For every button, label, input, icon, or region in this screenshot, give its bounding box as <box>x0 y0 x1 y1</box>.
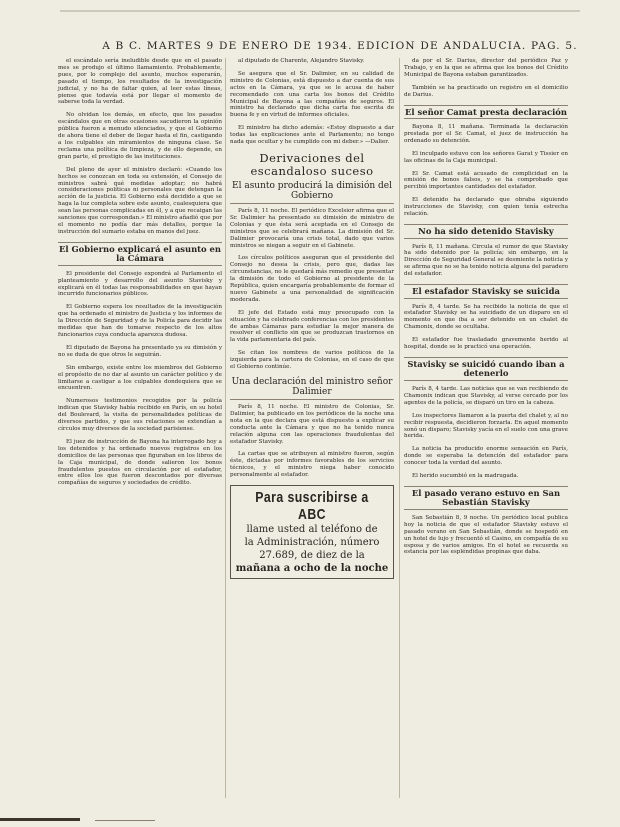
article-paragraph: No olvidan los demás, en efecto, que los pasados escándalos que en otras ocasiones sacudieron la opinión pública fueron a menudo silenciados, y que el Gobierno de ahora tiene el deber de llegar hasta el fin, castigando a los culpables sin miramientos de ninguna clase. Se reclama una política de limpieza, y de ello depende, en gran parte, el prestigio de las instituciones. <box>58 112 222 160</box>
section-heading: No ha sido detenido Stavisky <box>404 224 568 239</box>
column-rule <box>399 58 400 798</box>
article-paragraph: al diputado de Charente, Alejandro Stavisky. <box>238 58 365 64</box>
article-paragraph: Los inspectores llamaron a la puerta del chalet y, al no recibir respuesta, decidieron forzarla. En aquel momento sonó un disparo; Stavisky yacía en el suelo con una grave herida. <box>404 412 568 440</box>
article-paragraph: da por el Sr. Darius, director del periódico Paz y Trabajo, y en la que se afirma que los bonos del Crédito Municipal de Bayona estaban garantizados. <box>404 58 568 78</box>
ad-headline: Para suscribirse a ABC <box>255 489 369 524</box>
article-paragraph: El juez de instrucción de Bayona ha interrogado hoy a los detenidos y ha ordenado nuevos registros en los domicilios de las personas que figuraban en los libros de la Caja municipal, de donde salieron los bonos fraudulentos puestos en circulación por el estafador, entre ellos los que fueron descontados por diversas compañías de seguros y sociedades de crédito. <box>58 438 222 487</box>
article-paragraph: París 8, 11 noche. El periódico Excelsior afirma que el Sr. Dalimier ha presentado su dimisión de ministro de Colonias y que ésta será aceptada en el Consejo de ministros que se celebrará mañana. La dimisión del Sr. Dalimier provocaría una crisis total, dado que varios ministros se niegan a seguir en el Gabinete. <box>230 207 394 249</box>
article-paragraph: el escándalo sería ineludible desde que en el pasado mes se produjo el último llamamiento. Probablemente, pues, por lo complejo del asunto, muchos esperarán, pasado el tiempo, los resultados de la investigación judicial, y no ha de faltar quien, al leer estas líneas, piense que todavía está por llegar el momento de saberse toda la verdad. <box>58 58 222 106</box>
sub-headline: El asunto producirá la dimisión del Gobierno <box>230 181 394 204</box>
ad-line: la Administración, número <box>244 537 380 549</box>
article-paragraph: El presidente del Consejo expondrá al Parlamento el planteamiento y desarrollo del asunto Stavisky y explicará en él todas las responsabilidades en que hayan incurrido funcionarios públicos. <box>58 270 222 298</box>
section-heading: El pasado verano estuvo en San Sebastián Stavisky <box>404 486 568 510</box>
article-paragraph: La cartas que se atribuyen al ministro fueron, según éste, dictadas por informes favorables de los servicios técnicos, y el ministro niega haber conocido personalmente al estafador. <box>230 451 394 479</box>
main-headline: Derivaciones del escandaloso suceso <box>250 150 374 178</box>
section-heading: El señor Camat presta declaración <box>404 105 568 120</box>
footer-rule <box>95 820 155 821</box>
article-paragraph: París 8, 11 mañana. Circula el rumor de que Stavisky ha sido detenido por la policía; sin embargo, en la Dirección de Seguridad General se desmiente la noticia y se afirma que no se ha tenido noticia alguna del paradero del estafador. <box>404 243 568 278</box>
article-paragraph: También se ha practicado un registro en el domicilio de Darius. <box>404 84 568 98</box>
article-paragraph: El inculpado estuvo con los señores Garat y Tissier en las oficinas de la Caja municipal. <box>404 150 568 164</box>
article-paragraph: París 8, 4 tarde. Se ha recibido la noticia de que el estafador Stavisky se ha suicidado de un disparo en el momento en que iba a ser detenido en un chalet de Chamonix, donde se ocultaba. <box>404 303 568 331</box>
column-rule <box>225 58 226 798</box>
top-rule <box>60 10 580 12</box>
article-paragraph: El Gobierno espera los resultados de la investigación que ha ordenado el ministro de Justicia y los informes de la Dirección de Seguridad y de la Policía para decidir las medidas que han de tomarse respecto de los altos funcionarios cuya conducta aparezca dudosa. <box>58 304 222 338</box>
article-paragraph: La noticia ha producido enorme sensación en París, donde se esperaba la detención del estafador para conocer toda la verdad del asunto. <box>404 446 568 467</box>
article-paragraph: El Sr. Camat está acusado de complicidad en la emisión de bonos falsos, y se ha comprobado que percibió importantes cantidades del estafador. <box>404 170 568 191</box>
section-heading: El Gobierno explicará el asunto en la Cámara <box>58 242 222 266</box>
ad-line: 27.689, de diez de la <box>259 550 365 562</box>
article-paragraph: Se citan los nombres de varios políticos de la izquierda para la cartera de Colonias, en el caso de que el Gobierno continúe. <box>230 350 394 371</box>
article-paragraph: El jefe del Estado está muy preocupado con la situación y ha celebrado conferencias con los presidentes de ambas Cámaras para estudiar la mejor manera de resolver el conflicto sin que se produzcan trastornos en la vida parlamentaria del país. <box>230 309 394 344</box>
article-paragraph: Bayona 8, 11 mañana. Terminada la declaración prestada por el Sr. Camat, el juez de instrucción ha ordenado su detención. <box>404 124 568 144</box>
column-2 <box>230 58 394 579</box>
article-paragraph: París 8, 4 tarde. Las noticias que se van recibiendo de Chamonix indican que Stavisky, al verse cercado por los agentes de la policía, se disparó un tiro en la cabeza. <box>404 385 568 406</box>
article-paragraph: San Sebastián 8, 9 noche. Un periódico local publica hoy la noticia de que el estafador Stavisky estuvo el pasado verano en San Sebastián, donde se hospedó en un hotel de lujo y frecuentó el Casino, en compañía de su esposa y de varios amigos. En el hotel se recuerda su estancia por las espléndidas propinas que daba. <box>404 514 568 556</box>
article-paragraph: El herido sucumbió en la madrugada. <box>412 473 519 480</box>
article-paragraph: El detenido ha declarado que obraba siguiendo instrucciones de Stavisky, con quien tenía estrecha relación. <box>404 197 568 218</box>
article-paragraph: París 8, 11 noche. El ministro de Colonias, Sr. Dalimier, ha publicado en los periódicos de la noche una nota en la que declara que está dispuesto a explicar su conducta ante la Cámara y que no ha tenido nunca relación alguna con las operaciones fraudulentas del estafador Stavisky. <box>230 404 394 445</box>
section-heading: El estafador Stavisky se suicida <box>404 284 568 299</box>
footer-mark <box>0 818 80 821</box>
article-paragraph: Se asegura que el Sr. Dalimier, en su calidad de ministro de Colonias, está dispuesto a dar cuenta de sus actos en la Cámara, ya que se le acusa de haber recomendado con una carta los bonos del Crédito Municipal de Bayona a las compañías de seguros. El ministro ha declarado que dicha carta fue escrita de buena fe y en virtud de informes oficiales. <box>230 70 394 119</box>
column-3 <box>404 58 568 562</box>
article-paragraph: Del pleno de ayer el ministro declaró: «Cuando los hechos se conozcan en toda su extensión, el Consejo de ministros sabrá qué medidas adoptar; no habrá consideraciones políticas ni personales que detengan la acción de la justicia. El Gobierno está decidido a que se haga la luz completa sobre este asunto, cualesquiera que sean las personas complicadas en él, y a que recaigan las sanciones que correspondan.» El ministro añadió que por el momento no podía dar más detalles, porque la instrucción del sumario estaba en manos del juez. <box>58 166 222 235</box>
section-heading: Stavisky se suicidó cuando iban a detenerlo <box>404 357 568 381</box>
article-paragraph: El ministro ha dicho además: «Estoy dispuesto a dar todas las explicaciones ante el Parlamento; no tengo nada que ocultar y he cumplido con mi deber.» —Dalier. <box>230 125 394 146</box>
subscription-ad <box>230 485 394 579</box>
article-paragraph: El diputado de Bayona ha presentado ya su dimisión y no se duda de que otros le seguirán. <box>58 344 222 358</box>
ad-line: mañana a ocho de la noche <box>235 563 389 575</box>
page-masthead: A B C. MARTES 9 DE ENERO DE 1934. EDICION DE ANDALUCIA. PAG. 5. <box>102 40 578 52</box>
article-paragraph: El estafador fue trasladado gravemente herido al hospital, donde se le practicó una operación. <box>404 337 568 351</box>
article-paragraph: Numerosos testimonios recogidos por la policía indican que Stavisky había recibido en París, en su hotel del Boulevard, la visita de personalidades políticas de diversos partidos, y que sus relaciones se extendían a círculos muy diversos de la sociedad parisiense. <box>58 398 222 432</box>
article-paragraph: Los círculos políticos aseguran que el presidente del Consejo no desea la crisis, pero que, dadas las circunstancias, no le quedará más remedio que presentar la dimisión de todo el Gobierno al presidente de la República, quien encargaría probablemente de formar el nuevo Gabinete a una personalidad de significación moderada. <box>230 255 394 303</box>
article-paragraph: Sin embargo, existe entre los miembros del Gobierno el propósito de no dar al asunto un carácter político y de limitarse a castigar a los culpables dondequiera que se encuentren. <box>58 364 222 392</box>
sub-headline: Una declaración del ministro señor Dalimier <box>230 377 394 400</box>
ad-line: llame usted al teléfono de <box>246 524 378 536</box>
column-1 <box>58 58 222 493</box>
